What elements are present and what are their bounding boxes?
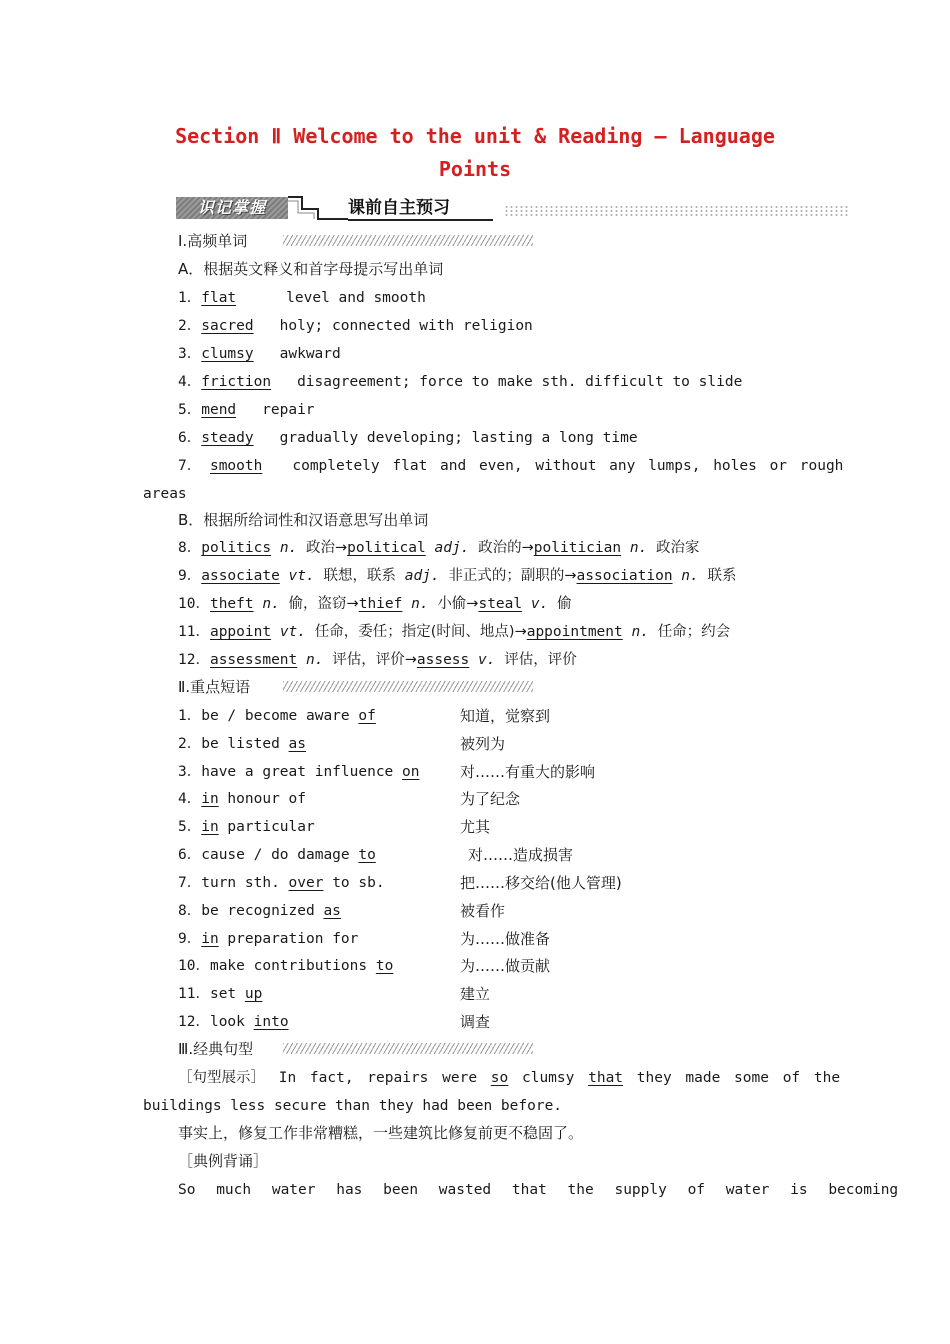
phrase-item: 4．in honour of bbox=[178, 791, 307, 807]
phrase-item: 12．look into bbox=[178, 1014, 289, 1030]
partB-heading: B．根据所给词性和汉语意思写出单词 bbox=[178, 511, 429, 529]
phrase-meaning: 对……造成损害 bbox=[468, 846, 574, 864]
word-family-item: 12．assessment n. 评估，评价→assess v. 评估，评价 bbox=[178, 652, 577, 668]
vocab-item: 6．steady gradually developing; lasting a long time bbox=[178, 430, 638, 446]
banner-step-icon bbox=[288, 195, 348, 221]
phrase-item: 10．make contributions to bbox=[178, 958, 394, 974]
sentence-translation: 事实上，修复工作非常糟糕，一些建筑比修复前更不稳固了。 bbox=[178, 1124, 584, 1142]
phrase-item: 9．in preparation for bbox=[178, 931, 359, 947]
vocab-item-continued: areas bbox=[143, 486, 187, 502]
section1-heading: Ⅰ.高频单词 bbox=[178, 232, 248, 250]
example-tag: ［典例背诵］ bbox=[178, 1152, 269, 1170]
phrase-meaning: 被看作 bbox=[460, 902, 506, 920]
phrase-meaning: 知道，觉察到 bbox=[460, 707, 551, 725]
word-family-item: 9．associate vt. 联想，联系 adj. 非正式的；副职的→association n. 联系 bbox=[178, 568, 737, 584]
section-title-continued: Points bbox=[438, 157, 512, 181]
vocab-item: 1．flat level and smooth bbox=[178, 290, 426, 306]
sentence-pattern: ［句型展示］ In fact, repairs were so clumsy that they made some of the bbox=[178, 1070, 841, 1086]
sentence-pattern-continued: buildings less secure than they had been before. bbox=[143, 1098, 563, 1114]
phrase-item: 7．turn sth. over to sb. bbox=[178, 875, 385, 891]
phrase-item: 8．be recognized as bbox=[178, 903, 341, 919]
word-family-item: 10．theft n. 偷，盗窃→thief n. 小偷→steal v. 偷 bbox=[178, 596, 572, 612]
phrase-item: 6．cause / do damage to bbox=[178, 847, 376, 863]
phrase-item: 11．set up bbox=[178, 986, 263, 1002]
phrase-meaning: 为……做贡献 bbox=[460, 957, 551, 975]
section-title: Section Ⅱ Welcome to the unit & Reading — Language bbox=[175, 124, 775, 148]
phrase-meaning: 建立 bbox=[460, 985, 491, 1003]
section3-hatch bbox=[283, 1043, 533, 1054]
preview-banner bbox=[176, 195, 848, 223]
banner-underline bbox=[348, 219, 493, 221]
banner-label: 课前自主预习 bbox=[348, 198, 450, 218]
banner-tag: 识记掌握 bbox=[176, 197, 288, 219]
phrase-meaning: 尤其 bbox=[460, 818, 491, 836]
word-family-item: 8．politics n. 政治→political adj. 政治的→politician n. 政治家 bbox=[178, 540, 700, 556]
partA-heading: A．根据英文释义和首字母提示写出单词 bbox=[178, 260, 444, 278]
phrase-item: 5．in particular bbox=[178, 819, 315, 835]
banner-dots bbox=[504, 205, 848, 217]
phrase-item: 2．be listed as bbox=[178, 736, 307, 752]
section1-hatch bbox=[283, 235, 533, 246]
vocab-item: 3．clumsy awkward bbox=[178, 346, 341, 362]
phrase-meaning: 为了纪念 bbox=[460, 790, 521, 808]
vocab-item: 7． smooth completely flat and even, without any lumps, holes or rough bbox=[178, 458, 844, 474]
phrase-item: 1．be / become aware of bbox=[178, 708, 376, 724]
vocab-item: 5．mend repair bbox=[178, 402, 315, 418]
phrase-meaning: 调查 bbox=[460, 1013, 491, 1031]
vocab-item: 2．sacred holy; connected with religion bbox=[178, 318, 533, 334]
section2-heading: Ⅱ.重点短语 bbox=[178, 678, 251, 696]
phrase-meaning: 被列为 bbox=[460, 735, 506, 753]
word-family-item: 11．appoint vt. 任命，委任；指定(时间、地点)→appointment n. 任命；约会 bbox=[178, 624, 731, 640]
vocab-item: 4．friction disagreement; force to make sth. difficult to slide bbox=[178, 374, 743, 390]
phrase-meaning: 把……移交给(他人管理) bbox=[460, 874, 622, 892]
section2-hatch bbox=[283, 681, 533, 692]
phrase-item: 3．have a great influence on bbox=[178, 764, 420, 780]
example-sentence: So much water has been wasted that the supply of water is becoming bbox=[178, 1182, 899, 1198]
phrase-meaning: 为……做准备 bbox=[460, 930, 551, 948]
section3-heading: Ⅲ.经典句型 bbox=[178, 1040, 254, 1058]
phrase-meaning: 对……有重大的影响 bbox=[460, 763, 596, 781]
